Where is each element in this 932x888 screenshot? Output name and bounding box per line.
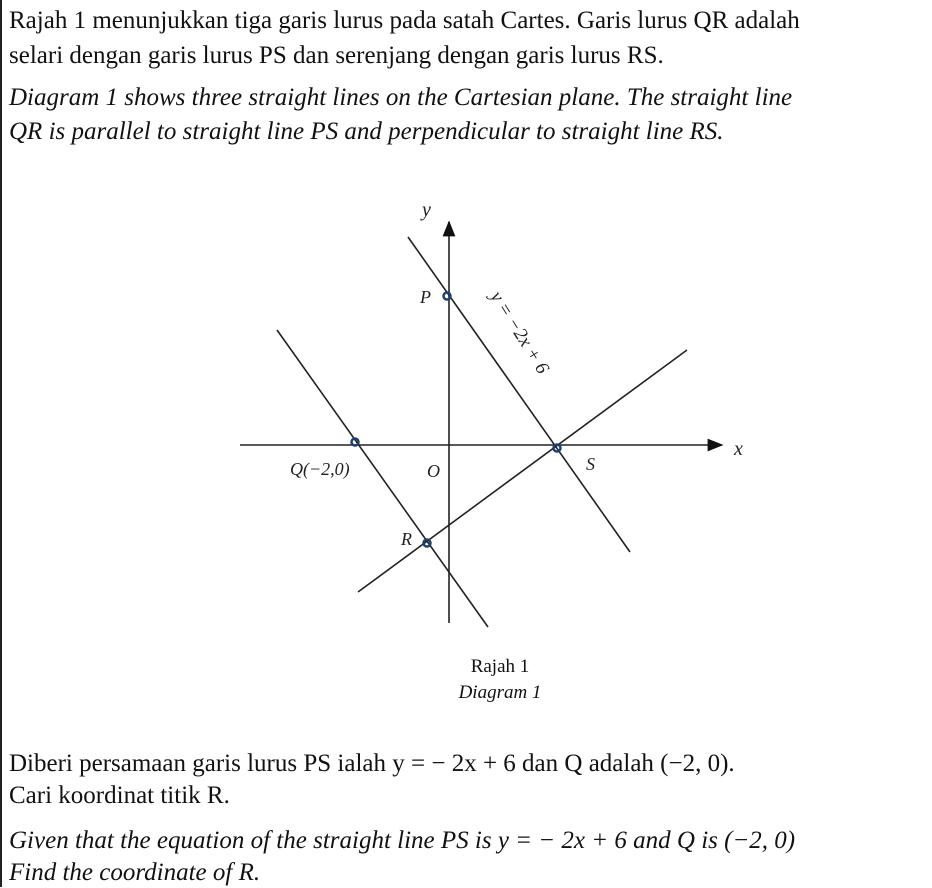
- intro-english-line-1: Diagram 1 shows three straight lines on the Cartesian plane. The straight line: [9, 84, 793, 111]
- line-rs: [358, 350, 687, 592]
- caption-malay: Rajah 1: [470, 656, 530, 677]
- point-q-label: Q(−2,0): [290, 459, 350, 479]
- point-p-marker: [444, 293, 451, 300]
- point-r-label: R: [401, 529, 412, 549]
- point-r-marker: [424, 540, 431, 547]
- intro-malay-line-2: selari dengan garis lurus PS dan serenjang dengan garis lurus RS.: [9, 42, 664, 69]
- question-english-line-2: Find the coordinate of R.: [9, 859, 261, 886]
- point-p-label: P: [420, 287, 431, 307]
- question-malay-line-2: Cari koordinat titik R.: [9, 782, 230, 809]
- point-q-marker: [352, 439, 359, 446]
- question-english-line-1: Given that the equation of the straight line PS is y = − 2x + 6 and Q is (−2, 0): [9, 827, 796, 854]
- x-axis-label: x: [734, 438, 743, 460]
- intro-english-line-2: QR is parallel to straight line PS and perpendicular to straight line RS.: [9, 118, 724, 145]
- origin-label: O: [427, 461, 440, 481]
- y-axis-label: y: [422, 199, 431, 221]
- point-s-label: S: [586, 454, 595, 474]
- equation-label: y = −2x + 6: [485, 287, 554, 378]
- intro-malay-line-1: Rajah 1 menunjukkan tiga garis lurus pada satah Cartes. Garis lurus QR adalah: [9, 7, 800, 34]
- question-malay-line-1: Diberi persamaan garis lurus PS ialah y = − 2x + 6 dan Q adalah (−2, 0).: [9, 750, 735, 777]
- caption-english: Diagram 1: [458, 682, 542, 703]
- line-ps: [408, 237, 630, 552]
